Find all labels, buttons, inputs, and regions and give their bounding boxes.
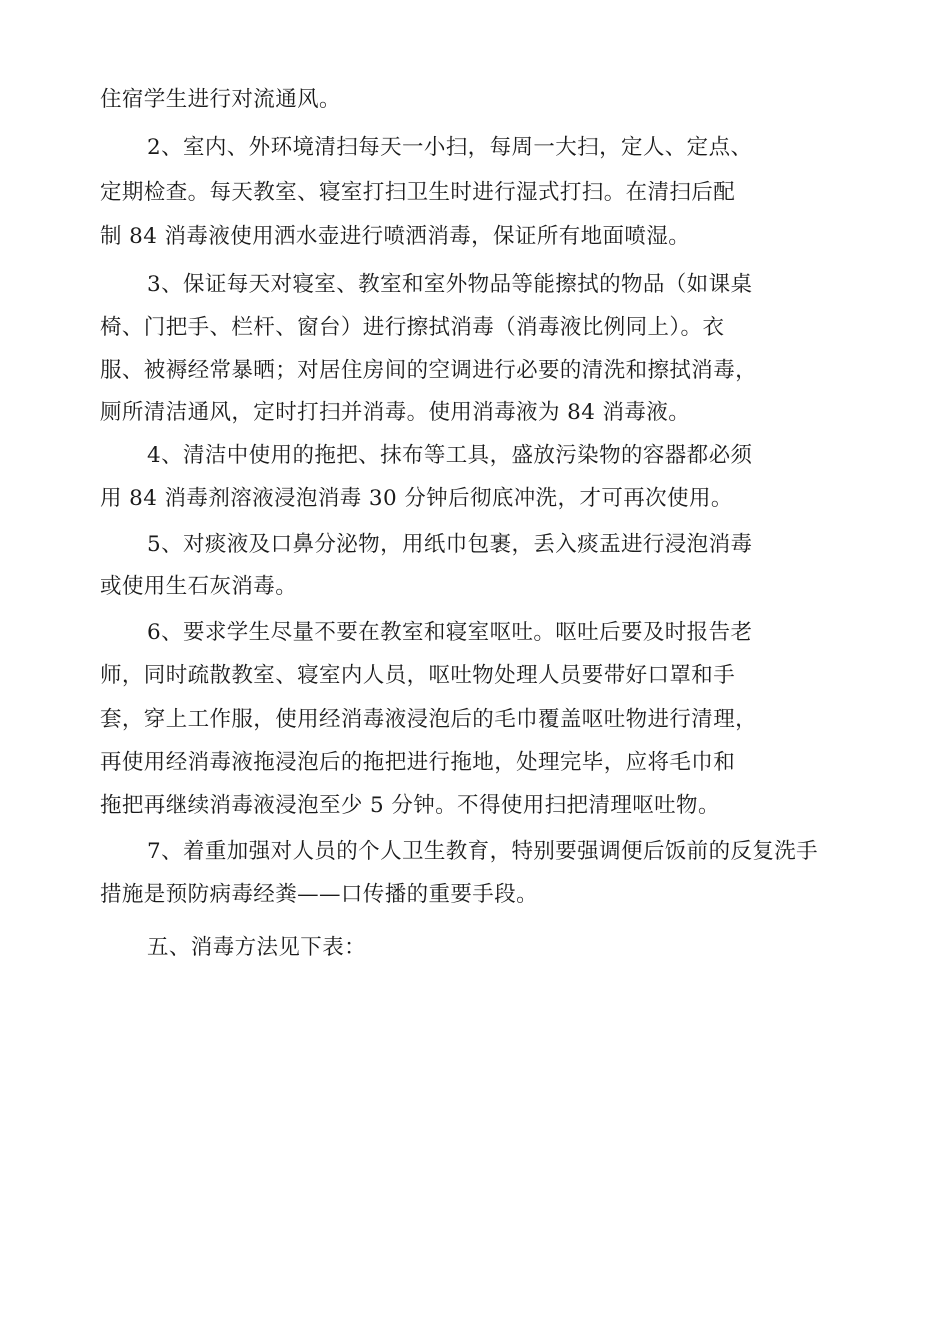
text-line: 6、要求学生尽量不要在教室和寝室呕吐。呕吐后要及时报告老 — [147, 620, 753, 645]
text-line: 定期检查。每天教室、寝室打扫卫生时进行湿式打扫。在清扫后配 — [100, 180, 736, 205]
text-line: 师，同时疏散教室、寝室内人员，呕吐物处理人员要带好口罩和手 — [100, 663, 736, 688]
text-line: 或使用生石灰消毒。 — [100, 574, 298, 599]
text-line: 4、清洁中使用的拖把、抹布等工具，盛放污染物的容器都必须 — [147, 443, 753, 468]
text-line: 措施是预防病毒经粪——口传播的重要手段。 — [100, 882, 539, 907]
text-line: 厕所清洁通风，定时打扫并消毒。使用消毒液为 84 消毒液。 — [100, 400, 691, 425]
text-line: 服、被褥经常暴晒；对居住房间的空调进行必要的清洗和擦拭消毒， — [100, 358, 758, 383]
text-line: 3、保证每天对寝室、教室和室外物品等能擦拭的物品（如课桌 — [147, 272, 753, 297]
text-line: 5、对痰液及口鼻分泌物，用纸巾包裹，丢入痰盂进行浸泡消毒 — [147, 532, 753, 557]
text-line: 2、室内、外环境清扫每天一小扫，每周一大扫，定人、定点、 — [147, 135, 753, 160]
text-line: 用 84 消毒剂溶液浸泡消毒 30 分钟后彻底冲洗，才可再次使用。 — [100, 486, 733, 511]
text-line: 7、着重加强对人员的个人卫生教育，特别要强调便后饭前的反复洗手 — [147, 839, 819, 864]
text-line: 再使用经消毒液拖浸泡后的拖把进行拖地，处理完毕，应将毛巾和 — [100, 750, 736, 775]
text-line: 五、消毒方法见下表： — [147, 935, 367, 960]
text-line: 拖把再继续消毒液浸泡至少 5 分钟。不得使用扫把清理呕吐物。 — [100, 793, 720, 818]
text-line: 套，穿上工作服，使用经消毒液浸泡后的毛巾覆盖呕吐物进行清理， — [100, 707, 758, 732]
text-line: 住宿学生进行对流通风。 — [100, 87, 341, 112]
text-line: 椅、门把手、栏杆、窗台）进行擦拭消毒（消毒液比例同上）。衣 — [100, 315, 725, 340]
text-line: 制 84 消毒液使用洒水壶进行喷洒消毒，保证所有地面喷湿。 — [100, 224, 691, 249]
